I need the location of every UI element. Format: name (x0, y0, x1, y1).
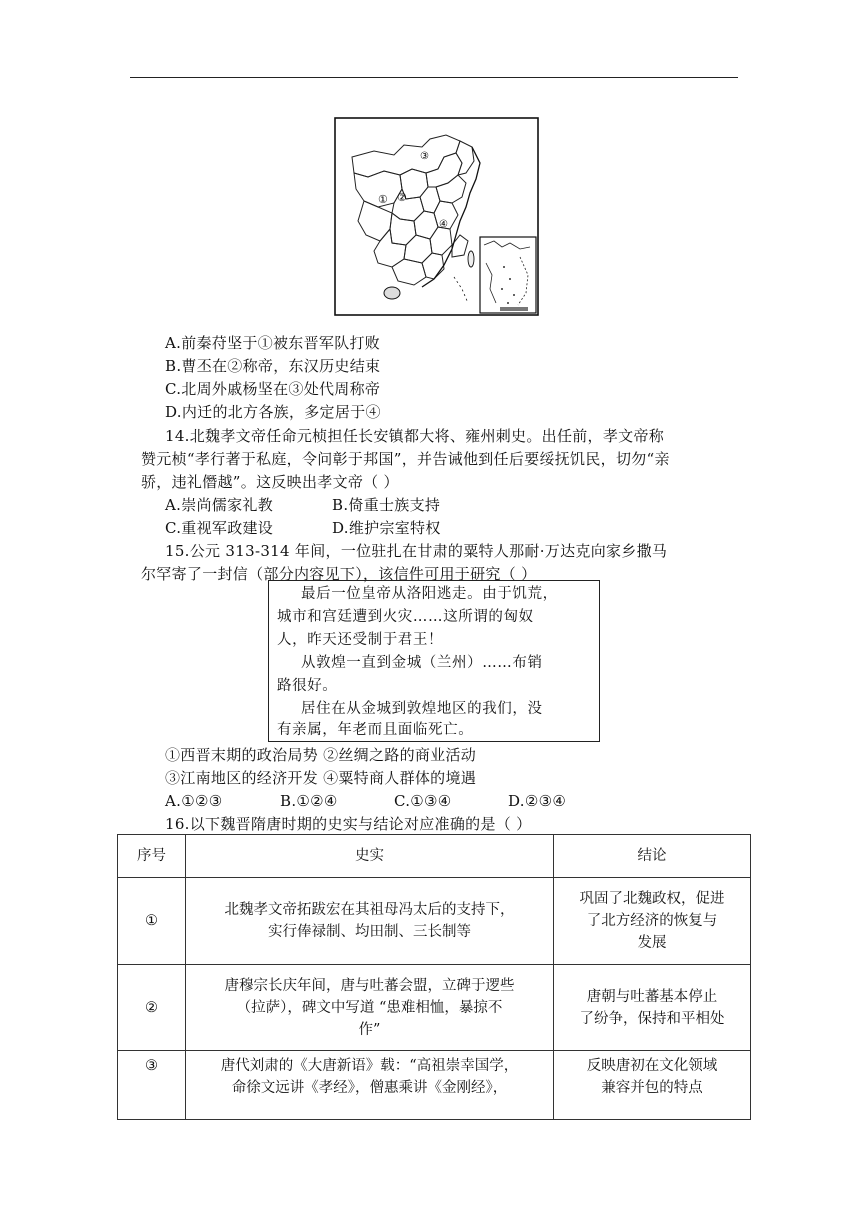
q15-option-c: C.①③④ (394, 792, 452, 810)
map-label-4: ④ (439, 219, 448, 230)
q15-items-line-2: ③江南地区的经济开发 ④粟特商人群体的境遇 (165, 769, 477, 787)
conclusion-line: 了北方经济的恢复与 (586, 913, 718, 929)
row-number: ② (118, 965, 186, 1051)
row-conclusion (554, 878, 751, 965)
conclusion-line: 兼容并包的特点 (601, 1080, 703, 1096)
q16-stem: 16.以下魏晋隋唐时期的史实与结论对应准确的是（ ） (165, 815, 532, 833)
conclusion-line: 发展 (637, 935, 667, 951)
map-label-2: ② (397, 191, 407, 204)
letter-line: 路很好。 (277, 678, 338, 694)
fact-line: 唐穆宗长庆年间，唐与吐蕃会盟，立碑于逻些 (224, 977, 515, 994)
table-row (118, 1051, 751, 1120)
fact-line: 命徐文远讲《孝经》，僧惠乘讲《金刚经》， (231, 1080, 508, 1096)
q15-items-line-1: ①西晋末期的政治局势 ②丝绸之路的商业活动 (165, 746, 477, 764)
q14-stem-line-2: 赞元桢“孝行著于私庭，令问彰于邦国”，并告诫他到任后要绥抚饥民，切勿“亲 (141, 450, 670, 468)
map-label-3: ③ (420, 151, 429, 162)
letter-line: 有亲属，年老而且面临死亡。 (277, 722, 474, 738)
china-map-figure (334, 117, 539, 316)
fact-line: 唐代刘肃的《大唐新语》载：“高祖崇幸国学， (220, 1058, 519, 1074)
q13-option-a: A.前秦苻坚于①被东晋军队打败 (165, 334, 381, 352)
q15-option-b: B.①②④ (280, 792, 338, 810)
q15-stem-line-1: 15.公元 313-314 年间，一位驻扎在甘肃的粟特人那耐·万达克向家乡撒马 (165, 542, 668, 560)
table-row (118, 965, 751, 1051)
conclusion-line: 了纷争，保持和平相处 (579, 1010, 725, 1027)
letter-line: 居住在从金城到敦煌地区的我们，没 (301, 701, 543, 717)
q14-option-a: A.崇尚儒家礼教 (165, 496, 274, 514)
q16-table (117, 834, 751, 1120)
letter-excerpt-box (268, 580, 600, 742)
q13-option-c: C.北周外戚杨坚在③处代周称帝 (165, 380, 381, 398)
q13-option-d: D.内迁的北方各族，多定居于④ (165, 403, 381, 421)
conclusion-line: 巩固了北魏政权，促进 (579, 891, 725, 907)
letter-line: 人，昨天还受制于君王！ (277, 632, 444, 648)
header-cell-number: 序号 (118, 835, 186, 878)
q15-option-a: A.①②③ (165, 792, 223, 810)
conclusion-line: 唐朝与吐蕃基本停止 (586, 988, 718, 1005)
q14-option-b: B.倚重士族支持 (332, 496, 441, 514)
row-fact (186, 1051, 554, 1120)
q15-stem-line-2: 尔罕寄了一封信（部分内容见下），该信件可用于研究（ ） (141, 565, 537, 583)
fact-line: 北魏孝文帝拓跋宏在其祖母冯太后的支持下， (224, 902, 515, 918)
header-cell-conclusion: 结论 (554, 835, 751, 878)
q14-stem-line-3: 骄，违礼僭越”。这反映出孝文帝（ ） (141, 473, 399, 491)
conclusion-line: 反映唐初在文化领域 (586, 1058, 718, 1074)
row-conclusion (554, 965, 751, 1051)
letter-line: 从敦煌一直到金城（兰州）……布销 (301, 655, 543, 671)
fact-line: （拉萨），碑文中写道 “患难相恤，暴掠不 (236, 999, 503, 1016)
fact-line: 作” (358, 1021, 381, 1038)
row-fact (186, 878, 554, 965)
fact-line: 实行俸禄制、均田制、三长制等 (268, 924, 471, 940)
q14-option-d: D.维护宗室特权 (332, 519, 441, 537)
table-row (118, 878, 751, 965)
header-rule (130, 77, 738, 78)
q13-option-b: B.曹丕在②称帝，东汉历史结束 (165, 357, 381, 375)
row-number: ③ (118, 1051, 186, 1120)
row-fact (186, 965, 554, 1051)
q14-stem-line-1: 14.北魏孝文帝任命元桢担任长安镇都大将、雍州刺史。出任前，孝文帝称 (165, 427, 665, 445)
table-header-row (118, 835, 751, 878)
q14-option-c: C.重视军政建设 (165, 519, 274, 537)
header-cell-fact: 史实 (186, 835, 554, 878)
row-conclusion (554, 1051, 751, 1120)
map-label-1: ① (378, 193, 388, 206)
row-number: ① (118, 878, 186, 965)
letter-line: 城市和宫廷遭到火灾……这所谓的匈奴 (277, 609, 534, 625)
letter-line: 最后一位皇帝从洛阳逃走。由于饥荒， (301, 586, 558, 602)
q15-option-d: D.②③④ (508, 792, 567, 810)
